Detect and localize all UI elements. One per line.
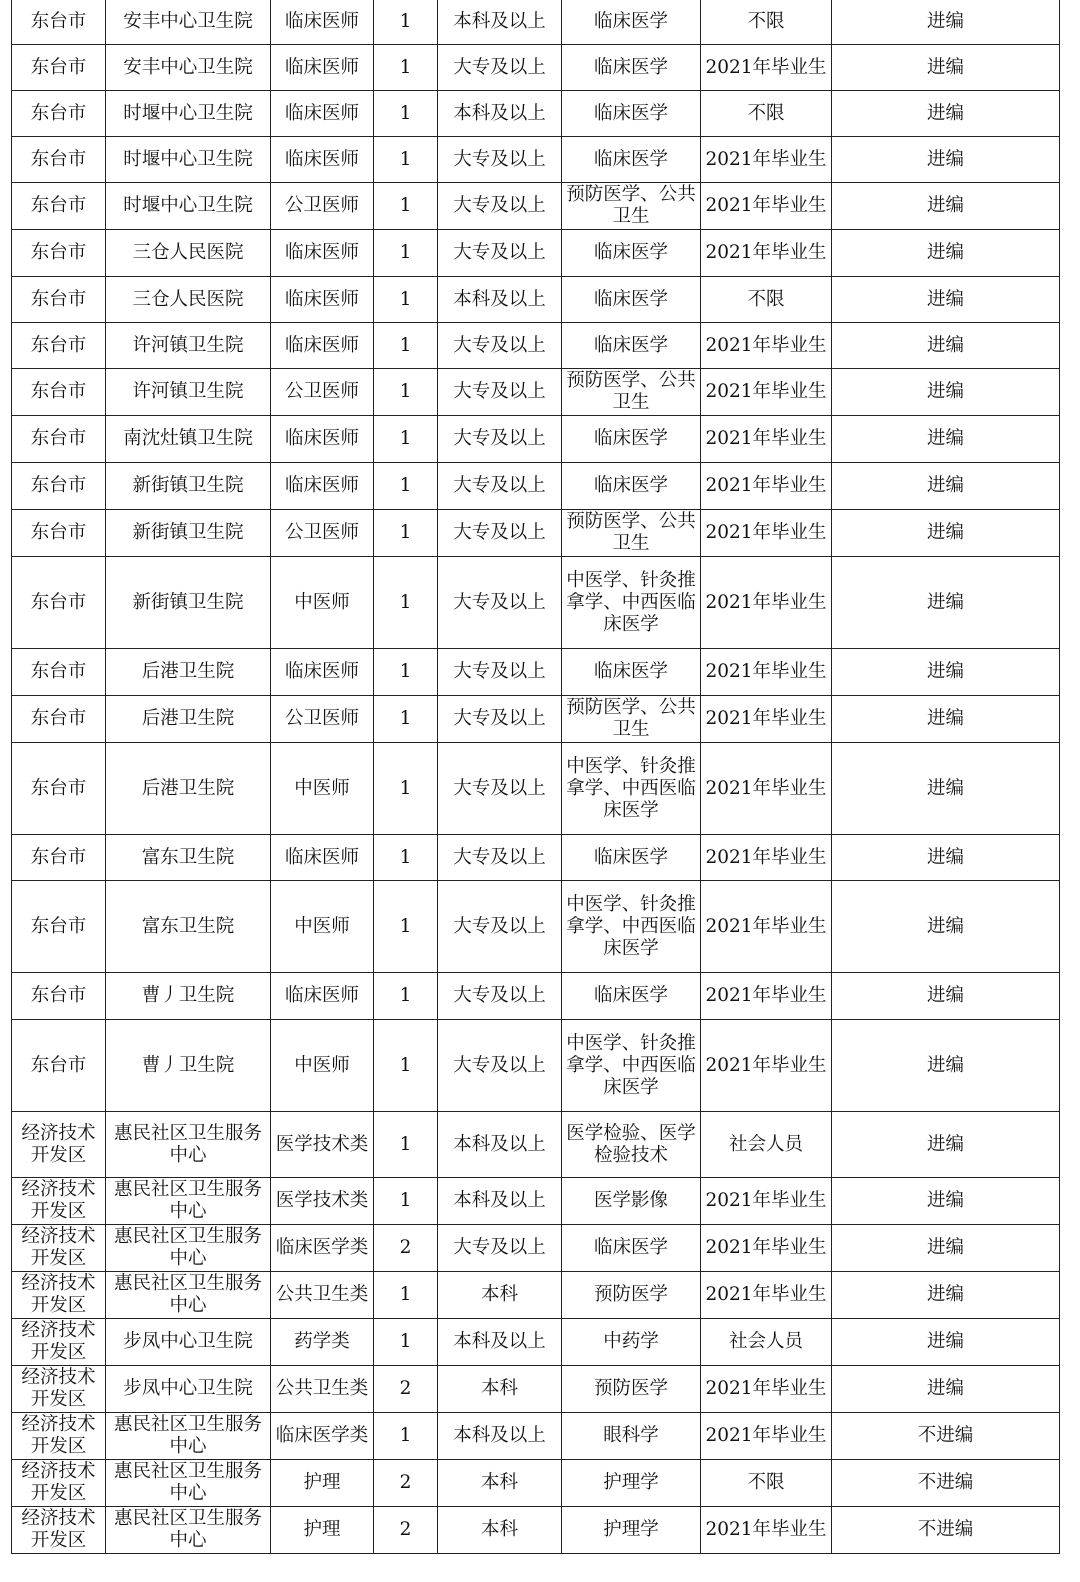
cell-unit: 惠民社区卫生服务中心 [106,1272,271,1319]
cell-education: 大专及以上 [438,881,562,973]
cell-major: 临床医学 [562,0,701,45]
cell-staffing: 进编 [832,0,1060,45]
cell-staffing: 进编 [832,183,1060,230]
cell-unit: 步凤中心卫生院 [106,1366,271,1413]
cell-position: 公卫医师 [271,183,374,230]
cell-position: 药学类 [271,1319,374,1366]
cell-city: 东台市 [12,230,106,277]
cell-city: 东台市 [12,323,106,369]
cell-position: 临床医学类 [271,1225,374,1272]
cell-position: 护理 [271,1507,374,1554]
cell-position: 临床医师 [271,277,374,323]
cell-education: 大专及以上 [438,45,562,91]
cell-education: 大专及以上 [438,463,562,510]
cell-unit: 后港卫生院 [106,649,271,696]
table-row [12,973,1060,1020]
cell-education: 大专及以上 [438,369,562,416]
cell-count: 1 [374,137,438,183]
cell-education: 大专及以上 [438,183,562,230]
cell-count: 1 [374,973,438,1020]
table-row [12,416,1060,463]
cell-major: 临床医学 [562,463,701,510]
cell-position: 临床医师 [271,0,374,45]
cell-unit: 新街镇卫生院 [106,463,271,510]
cell-unit: 富东卫生院 [106,881,271,973]
cell-education: 大专及以上 [438,416,562,463]
cell-major: 眼科学 [562,1413,701,1460]
cell-count: 1 [374,0,438,45]
table-row [12,1178,1060,1225]
cell-count: 1 [374,369,438,416]
cell-education: 大专及以上 [438,137,562,183]
cell-applicant: 2021年毕业生 [701,183,832,230]
cell-city: 经济技术开发区 [12,1319,106,1366]
cell-position: 临床医师 [271,835,374,881]
cell-position: 公卫医师 [271,696,374,743]
cell-staffing: 进编 [832,743,1060,835]
table-row [12,1460,1060,1507]
cell-staffing: 进编 [832,1178,1060,1225]
cell-count: 2 [374,1366,438,1413]
table-row [12,0,1060,45]
table-row [12,1272,1060,1319]
cell-count: 1 [374,1020,438,1112]
table-row [12,1319,1060,1366]
table-row [12,230,1060,277]
cell-unit: 时堰中心卫生院 [106,91,271,137]
cell-applicant: 2021年毕业生 [701,230,832,277]
cell-city: 东台市 [12,183,106,230]
cell-count: 1 [374,1319,438,1366]
table-row [12,1413,1060,1460]
cell-unit: 三仓人民医院 [106,230,271,277]
cell-staffing: 进编 [832,1366,1060,1413]
cell-count: 1 [374,277,438,323]
cell-education: 大专及以上 [438,557,562,649]
cell-applicant: 2021年毕业生 [701,416,832,463]
cell-education: 大专及以上 [438,743,562,835]
cell-city: 经济技术开发区 [12,1112,106,1178]
cell-applicant: 2021年毕业生 [701,649,832,696]
cell-applicant: 2021年毕业生 [701,510,832,557]
table-row [12,835,1060,881]
cell-city: 东台市 [12,973,106,1020]
cell-education: 本科及以上 [438,1413,562,1460]
cell-position: 临床医师 [271,463,374,510]
cell-city: 东台市 [12,510,106,557]
cell-unit: 南沈灶镇卫生院 [106,416,271,463]
cell-count: 1 [374,835,438,881]
cell-staffing: 进编 [832,973,1060,1020]
cell-unit: 后港卫生院 [106,696,271,743]
cell-education: 本科 [438,1507,562,1554]
cell-major: 医学影像 [562,1178,701,1225]
cell-position: 中医师 [271,1020,374,1112]
table-row [12,557,1060,649]
cell-position: 护理 [271,1460,374,1507]
cell-unit: 时堰中心卫生院 [106,137,271,183]
cell-education: 大专及以上 [438,649,562,696]
cell-count: 1 [374,510,438,557]
cell-position: 临床医师 [271,973,374,1020]
cell-city: 经济技术开发区 [12,1460,106,1507]
cell-unit: 富东卫生院 [106,835,271,881]
cell-staffing: 不进编 [832,1507,1060,1554]
cell-applicant: 2021年毕业生 [701,1178,832,1225]
cell-major: 临床医学 [562,649,701,696]
cell-staffing: 不进编 [832,1460,1060,1507]
cell-city: 经济技术开发区 [12,1178,106,1225]
cell-education: 大专及以上 [438,973,562,1020]
cell-major: 临床医学 [562,91,701,137]
cell-applicant: 2021年毕业生 [701,1225,832,1272]
cell-unit: 惠民社区卫生服务中心 [106,1460,271,1507]
cell-applicant: 社会人员 [701,1112,832,1178]
cell-major: 临床医学 [562,45,701,91]
table-row [12,510,1060,557]
cell-staffing: 进编 [832,277,1060,323]
cell-education: 本科及以上 [438,277,562,323]
cell-unit: 惠民社区卫生服务中心 [106,1507,271,1554]
cell-position: 医学技术类 [271,1112,374,1178]
cell-unit: 许河镇卫生院 [106,369,271,416]
cell-major: 中医学、针灸推拿学、中西医临床医学 [562,743,701,835]
cell-count: 2 [374,1460,438,1507]
cell-position: 公卫医师 [271,510,374,557]
cell-education: 本科及以上 [438,1112,562,1178]
cell-education: 大专及以上 [438,230,562,277]
cell-unit: 安丰中心卫生院 [106,0,271,45]
cell-staffing: 进编 [832,557,1060,649]
cell-staffing: 进编 [832,1272,1060,1319]
cell-education: 本科及以上 [438,1178,562,1225]
cell-staffing: 进编 [832,649,1060,696]
cell-staffing: 进编 [832,463,1060,510]
cell-applicant: 2021年毕业生 [701,881,832,973]
table-row [12,1366,1060,1413]
cell-city: 东台市 [12,416,106,463]
cell-major: 预防医学、公共卫生 [562,696,701,743]
cell-count: 1 [374,1178,438,1225]
cell-city: 东台市 [12,743,106,835]
cell-city: 东台市 [12,881,106,973]
cell-applicant: 2021年毕业生 [701,1507,832,1554]
cell-major: 中医学、针灸推拿学、中西医临床医学 [562,1020,701,1112]
cell-count: 1 [374,1112,438,1178]
cell-staffing: 进编 [832,1319,1060,1366]
cell-unit: 时堰中心卫生院 [106,183,271,230]
cell-applicant: 不限 [701,0,832,45]
cell-city: 经济技术开发区 [12,1413,106,1460]
cell-major: 医学检验、医学检验技术 [562,1112,701,1178]
cell-city: 东台市 [12,91,106,137]
cell-count: 2 [374,1507,438,1554]
cell-education: 本科 [438,1460,562,1507]
cell-unit: 新街镇卫生院 [106,557,271,649]
cell-applicant: 不限 [701,91,832,137]
cell-city: 东台市 [12,696,106,743]
cell-staffing: 进编 [832,45,1060,91]
cell-major: 预防医学 [562,1366,701,1413]
cell-applicant: 2021年毕业生 [701,463,832,510]
cell-city: 经济技术开发区 [12,1225,106,1272]
cell-city: 东台市 [12,0,106,45]
cell-position: 临床医师 [271,649,374,696]
cell-position: 中医师 [271,557,374,649]
cell-education: 本科 [438,1272,562,1319]
cell-unit: 新街镇卫生院 [106,510,271,557]
cell-unit: 惠民社区卫生服务中心 [106,1413,271,1460]
table-row [12,649,1060,696]
cell-unit: 曹丿卫生院 [106,973,271,1020]
cell-count: 1 [374,881,438,973]
cell-major: 护理学 [562,1460,701,1507]
cell-major: 中医学、针灸推拿学、中西医临床医学 [562,557,701,649]
cell-position: 临床医师 [271,91,374,137]
cell-applicant: 不限 [701,1460,832,1507]
table-body [12,0,1060,1554]
table-row [12,369,1060,416]
cell-position: 公卫医师 [271,369,374,416]
cell-city: 东台市 [12,45,106,91]
cell-position: 公共卫生类 [271,1272,374,1319]
table-row [12,463,1060,510]
cell-count: 2 [374,1225,438,1272]
cell-city: 东台市 [12,463,106,510]
cell-applicant: 2021年毕业生 [701,973,832,1020]
cell-applicant: 2021年毕业生 [701,45,832,91]
cell-applicant: 不限 [701,277,832,323]
cell-count: 1 [374,183,438,230]
cell-staffing: 进编 [832,881,1060,973]
cell-position: 临床医师 [271,230,374,277]
cell-city: 经济技术开发区 [12,1507,106,1554]
cell-city: 经济技术开发区 [12,1272,106,1319]
cell-position: 中医师 [271,743,374,835]
cell-count: 1 [374,1272,438,1319]
cell-applicant: 2021年毕业生 [701,743,832,835]
cell-city: 经济技术开发区 [12,1366,106,1413]
cell-count: 1 [374,743,438,835]
table-row [12,323,1060,369]
cell-position: 临床医师 [271,416,374,463]
cell-applicant: 2021年毕业生 [701,369,832,416]
cell-major: 临床医学 [562,1225,701,1272]
cell-position: 临床医师 [271,137,374,183]
cell-unit: 惠民社区卫生服务中心 [106,1178,271,1225]
cell-count: 1 [374,45,438,91]
cell-education: 本科及以上 [438,1319,562,1366]
cell-staffing: 进编 [832,835,1060,881]
table-row [12,1507,1060,1554]
cell-major: 临床医学 [562,230,701,277]
cell-city: 东台市 [12,649,106,696]
table-row [12,1225,1060,1272]
cell-staffing: 进编 [832,230,1060,277]
cell-staffing: 进编 [832,369,1060,416]
table-row [12,91,1060,137]
table-row [12,743,1060,835]
cell-major: 临床医学 [562,137,701,183]
table-row [12,881,1060,973]
cell-unit: 惠民社区卫生服务中心 [106,1225,271,1272]
cell-education: 大专及以上 [438,835,562,881]
cell-position: 临床医学类 [271,1413,374,1460]
cell-unit: 步凤中心卫生院 [106,1319,271,1366]
cell-major: 临床医学 [562,835,701,881]
cell-count: 1 [374,649,438,696]
table-row [12,45,1060,91]
table-row [12,1112,1060,1178]
cell-city: 东台市 [12,137,106,183]
cell-education: 大专及以上 [438,510,562,557]
table-row [12,696,1060,743]
cell-major: 中药学 [562,1319,701,1366]
cell-education: 大专及以上 [438,1225,562,1272]
cell-city: 东台市 [12,1020,106,1112]
cell-education: 本科 [438,1366,562,1413]
cell-major: 预防医学、公共卫生 [562,183,701,230]
cell-staffing: 进编 [832,1225,1060,1272]
cell-unit: 曹丿卫生院 [106,1020,271,1112]
cell-applicant: 2021年毕业生 [701,1413,832,1460]
recruitment-table [11,0,1060,1554]
cell-city: 东台市 [12,369,106,416]
cell-applicant: 2021年毕业生 [701,1366,832,1413]
cell-count: 1 [374,557,438,649]
cell-staffing: 不进编 [832,1413,1060,1460]
cell-count: 1 [374,463,438,510]
cell-major: 中医学、针灸推拿学、中西医临床医学 [562,881,701,973]
cell-unit: 后港卫生院 [106,743,271,835]
cell-applicant: 2021年毕业生 [701,137,832,183]
cell-applicant: 2021年毕业生 [701,835,832,881]
cell-staffing: 进编 [832,91,1060,137]
cell-staffing: 进编 [832,1020,1060,1112]
cell-count: 1 [374,230,438,277]
cell-count: 1 [374,696,438,743]
cell-staffing: 进编 [832,416,1060,463]
cell-staffing: 进编 [832,1112,1060,1178]
table-row [12,137,1060,183]
cell-education: 大专及以上 [438,1020,562,1112]
cell-applicant: 2021年毕业生 [701,1020,832,1112]
cell-unit: 许河镇卫生院 [106,323,271,369]
cell-applicant: 2021年毕业生 [701,696,832,743]
cell-unit: 安丰中心卫生院 [106,45,271,91]
cell-staffing: 进编 [832,510,1060,557]
cell-education: 本科及以上 [438,0,562,45]
cell-staffing: 进编 [832,323,1060,369]
cell-education: 大专及以上 [438,696,562,743]
cell-unit: 三仓人民医院 [106,277,271,323]
cell-applicant: 社会人员 [701,1319,832,1366]
table-row [12,183,1060,230]
cell-city: 东台市 [12,277,106,323]
cell-education: 大专及以上 [438,323,562,369]
cell-applicant: 2021年毕业生 [701,557,832,649]
cell-major: 临床医学 [562,277,701,323]
cell-major: 临床医学 [562,416,701,463]
cell-count: 1 [374,1413,438,1460]
cell-city: 东台市 [12,557,106,649]
cell-position: 医学技术类 [271,1178,374,1225]
cell-education: 本科及以上 [438,91,562,137]
cell-position: 临床医师 [271,323,374,369]
cell-major: 护理学 [562,1507,701,1554]
table-row [12,277,1060,323]
cell-position: 公共卫生类 [271,1366,374,1413]
cell-staffing: 进编 [832,696,1060,743]
table-row [12,1020,1060,1112]
cell-major: 预防医学、公共卫生 [562,369,701,416]
cell-major: 预防医学、公共卫生 [562,510,701,557]
cell-applicant: 2021年毕业生 [701,1272,832,1319]
cell-count: 1 [374,323,438,369]
cell-city: 东台市 [12,835,106,881]
cell-major: 临床医学 [562,973,701,1020]
cell-major: 临床医学 [562,323,701,369]
cell-staffing: 进编 [832,137,1060,183]
cell-unit: 惠民社区卫生服务中心 [106,1112,271,1178]
cell-count: 1 [374,416,438,463]
cell-position: 临床医师 [271,45,374,91]
cell-position: 中医师 [271,881,374,973]
cell-major: 预防医学 [562,1272,701,1319]
cell-applicant: 2021年毕业生 [701,323,832,369]
cell-count: 1 [374,91,438,137]
